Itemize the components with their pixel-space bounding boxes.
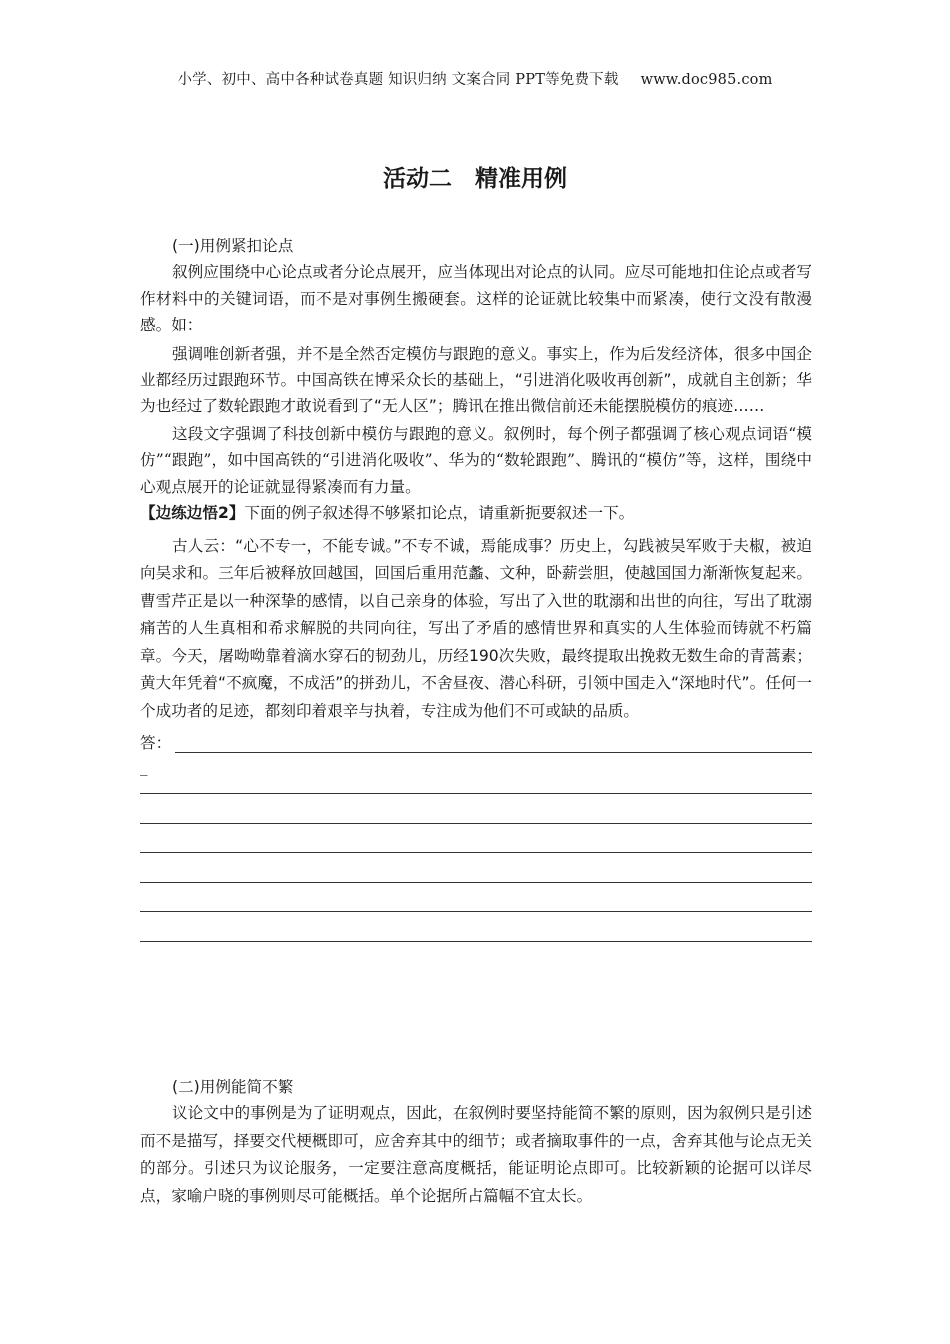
section2-heading: (二)用例能简不繁 [172, 1078, 294, 1096]
section2-body: 议论文中的事例是为了证明观点，因此，在叙例时要坚持能简不繁的原则，因为叙例只是引述而不是描写，择要交代梗概即可，应舍弃其中的细节；或者摘取事件的一点，舍弃其他与论点无关的部分。引述只为议论服务，一定要注意高度概括，能证明论点即可。比较新颖的论据可以详尽点，家喻户晓的事例则尽可能概括。单个论据所占篇幅不宜太长。 [140, 1104, 812, 1205]
section1-intro: 叙例应围绕中心论点或者分论点展开，应当体现出对论点的认同。应尽可能地扣住论点或者写作材料中的关键词语，而不是对事例生搬硬套。这样的论证就比较集中而紧凑，使行文没有散漫感。如： [140, 263, 812, 334]
section-use-examples-concise [140, 1074, 812, 1210]
practice-instruction: 下面的例子叙述得不够紧扣论点，请重新扼要叙述一下。 [244, 504, 635, 522]
section1-example: 强调唯创新者强，并不是全然否定模仿与跟跑的意义。事实上，作为后发经济体，很多中国企业都经历过跟跑环节。中国高铁在博采众长的基础上，“引进消化吸收再创新”，成就自主创新；华为也经过了数轮跟跑才敢说看到了“无人区”；腾讯在推出微信前还未能摆脱模仿的痕迹…… [140, 344, 812, 415]
answer-dash: _ [140, 758, 148, 776]
page-title: 活动二 精准用例 [383, 166, 567, 192]
page-header [0, 68, 950, 89]
section1-heading: (一)用例紧扣论点 [172, 237, 294, 255]
answer-line-4[interactable] [140, 824, 812, 854]
answer-line-6[interactable] [140, 883, 812, 913]
practice-passage: 古人云：“心不专一，不能专诚。”不专不诚，焉能成事？历史上，勾践被吴军败于夫椒，被迫向吴求和。三年后被释放回越国，回国后重用范蠡、文种，卧薪尝胆，使越国国力渐渐恢复起来。曹雪芹正是以一种深挚的感情，以自己亲身的体验，写出了入世的耽溺和出世的向往，写出了耽溺痛苦的人生真相和希求解脱的共同向往，写出了矛盾的感情世界和真实的人生体验而铸就不朽篇章。今天，屠呦呦靠着滴水穿石的韧劲儿，历经190次失败，最终提取出挽救无数生命的青蒿素；黄大年凭着“不疯魔，不成活”的拼劲儿，不舍昼夜、潜心科研，引领中国走入“深地时代”。任何一个成功者的足迹，都刻印着艰辛与执着，专注成为他们不可或缺的品质。 [140, 536, 812, 720]
answer-line-7[interactable] [140, 912, 812, 942]
practice-label: 【边练边悟2】 [140, 504, 245, 522]
answer-line-2[interactable] [140, 777, 812, 794]
header-text: 小学、初中、高中各种试卷真题 知识归纳 文案合同 PPT等免费下载 [177, 72, 619, 88]
practice-prompt [140, 500, 812, 527]
answer-line-3[interactable] [140, 794, 812, 824]
answer-line-5[interactable] [140, 853, 812, 883]
section-use-examples-tight [140, 233, 812, 942]
section1-analysis: 这段文字强调了科技创新中模仿与跟跑的意义。叙例时，每个例子都强调了核心观点词语“模仿”“跟跑”，如中国高铁的“引进消化吸收”、华为的“数轮跟跑”、腾讯的“模仿”等，这样，围绕中心观点展开的论证就显得紧凑而有力量。 [140, 424, 812, 496]
answer-line-1[interactable] [175, 735, 812, 753]
header-url[interactable]: www.doc985.com [640, 72, 773, 88]
answer-label: 答： [140, 734, 172, 752]
answer-area[interactable] [140, 727, 812, 753]
